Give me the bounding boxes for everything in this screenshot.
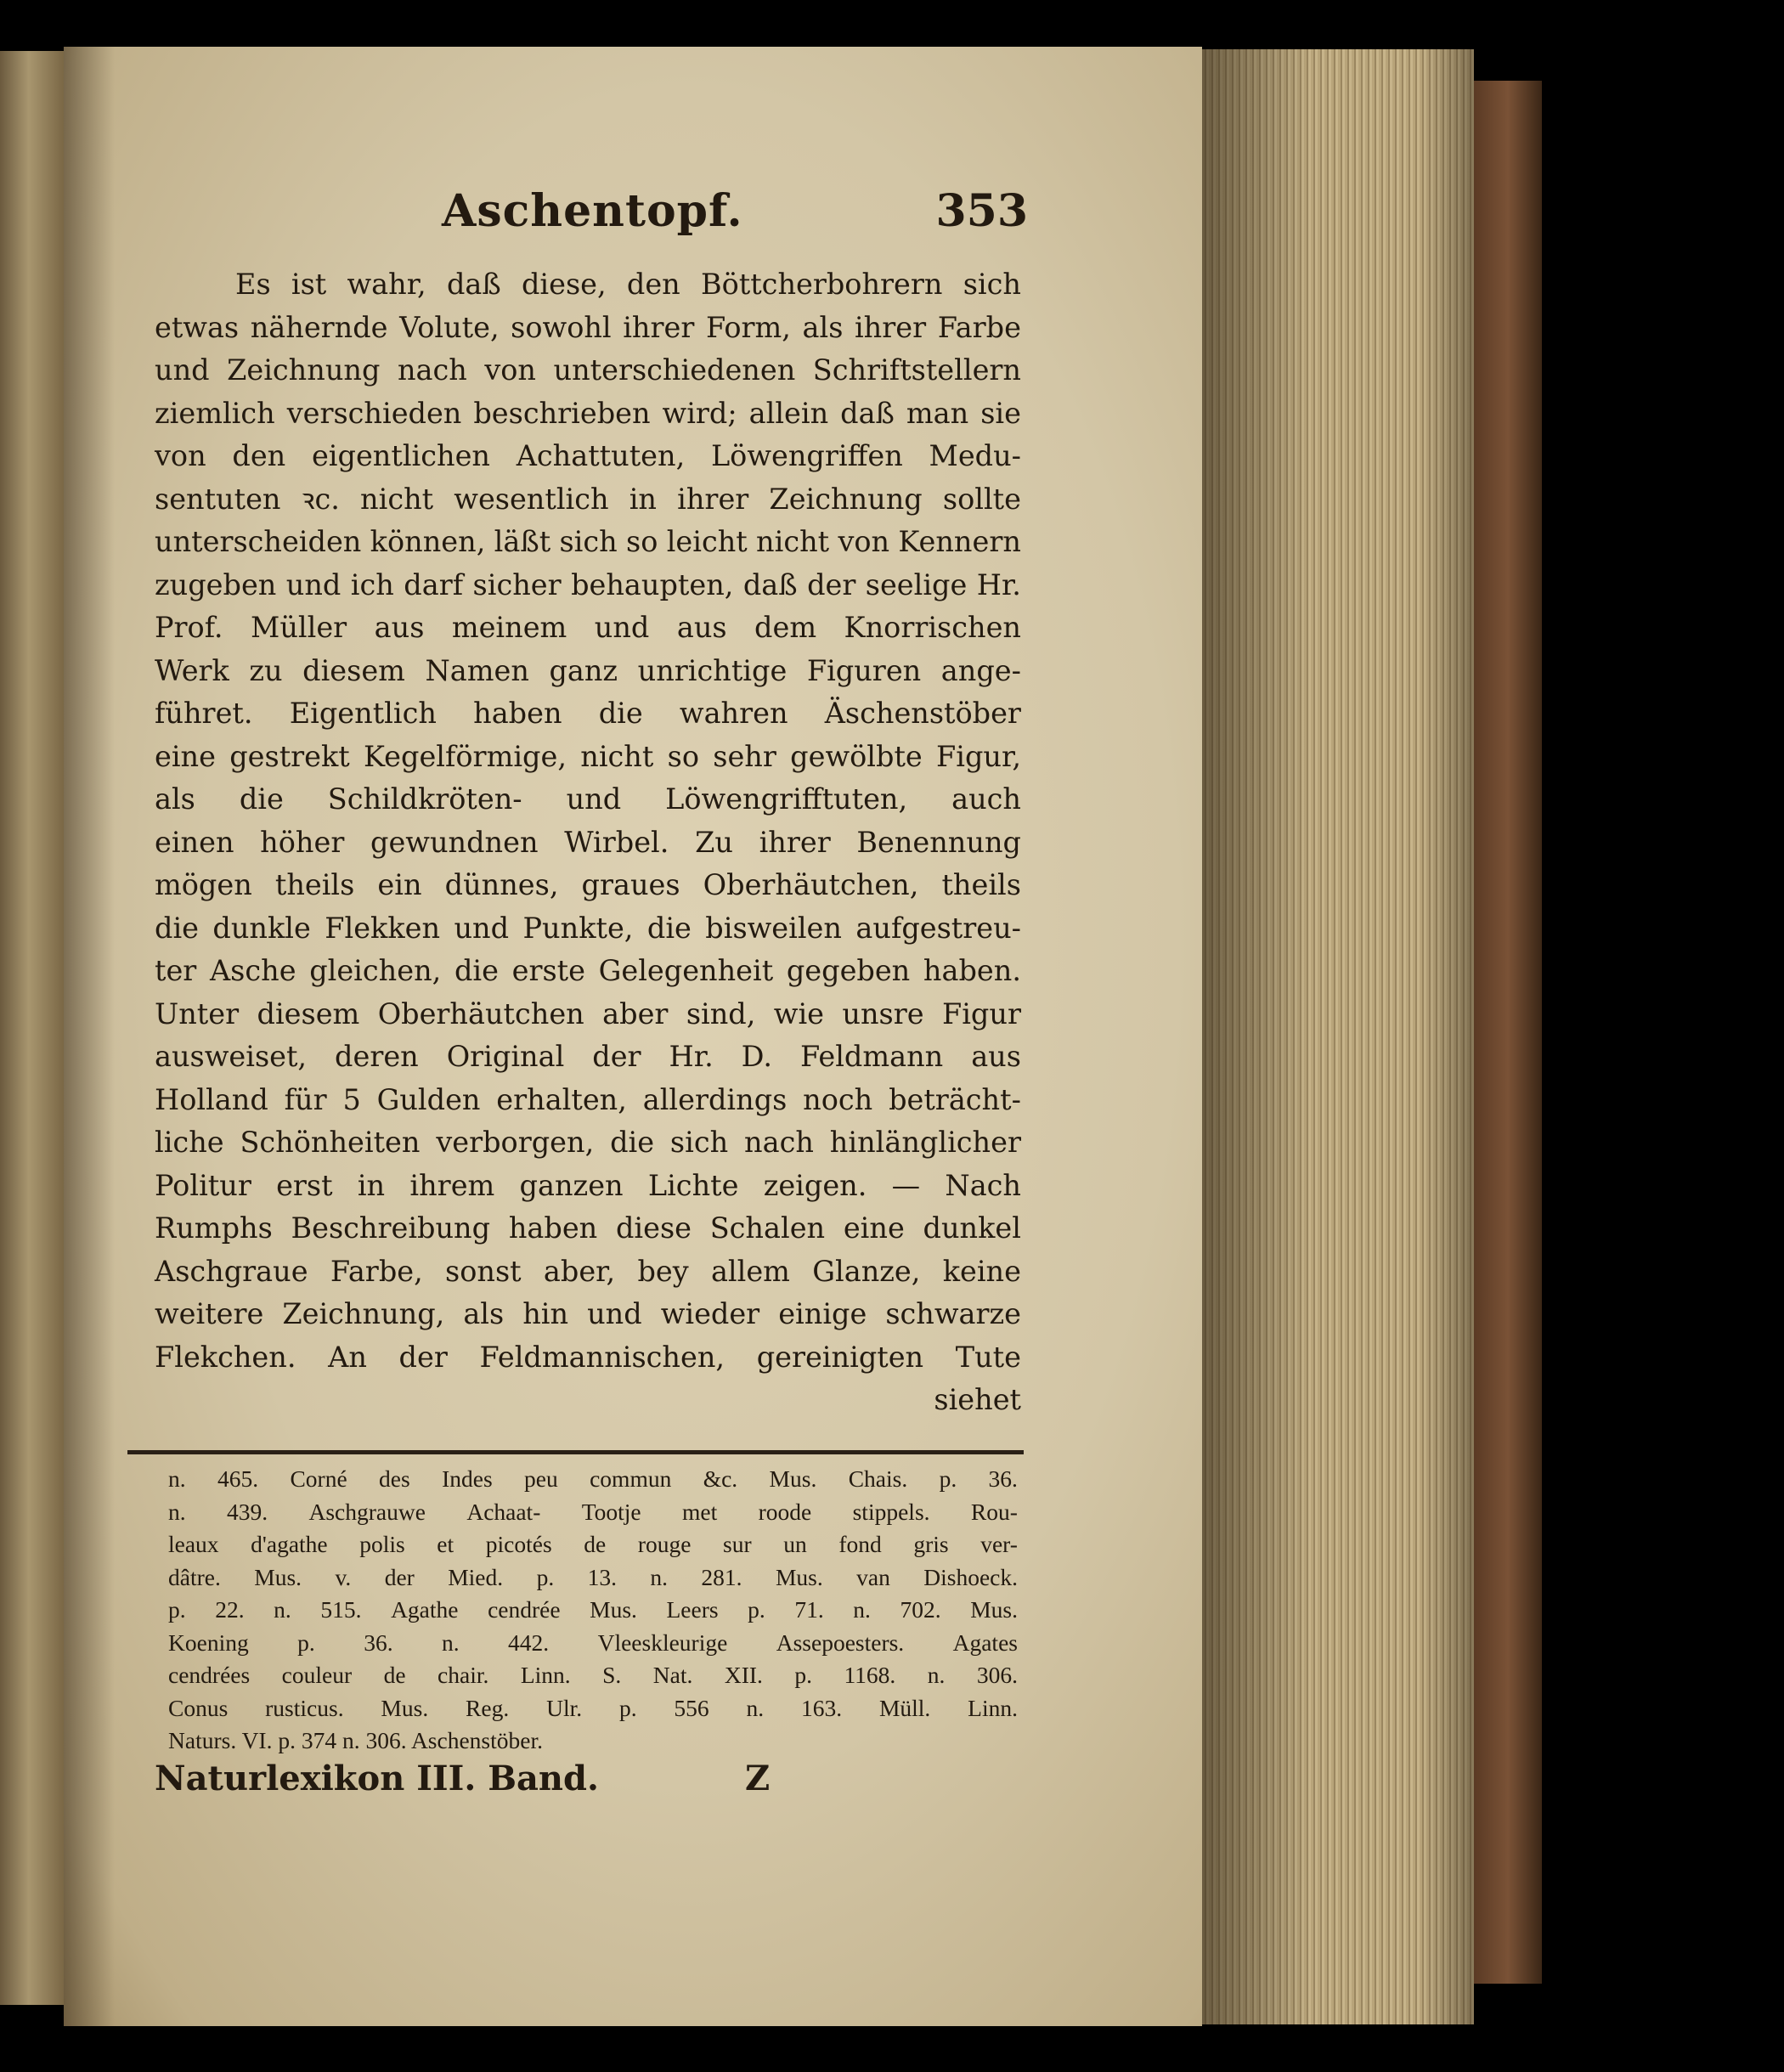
text-line: unterscheiden können, läßt sich so leicht nicht von Kennern [155, 525, 1021, 558]
footnote-line: Koening p. 36. n. 442. Vleeskleurige Assepoesters. Agates [168, 1629, 1018, 1656]
text-line: ter Asche gleichen, die erste Gelegenheit gegeben haben. [155, 954, 1021, 987]
text-line: weitere Zeichnung, als hin und wieder einige schwarze [155, 1297, 1021, 1330]
text-line: einen höher gewundnen Wirbel. Zu ihrer Benennung [155, 825, 1021, 859]
text-line: liche Schönheiten verborgen, die sich nach hinlänglicher [155, 1126, 1021, 1159]
signature-mark: Z [745, 1759, 771, 1798]
text-line: ziemlich verschieden beschrieben wird; allein daß man sie [155, 396, 1021, 430]
footnotes [168, 1463, 1018, 1758]
footnote-line: Conus rusticus. Mus. Reg. Ulr. p. 556 n. 163. Müll. Linn. [168, 1694, 1018, 1721]
text-line: zugeben und ich darf sicher behaupten, daß der seelige Hr. [155, 567, 1021, 601]
facing-page-edge [0, 51, 64, 2005]
text-line: sentuten ꝛc. nicht wesentlich in ihrer Zeichnung sollte [155, 482, 1021, 516]
text-line: mögen theils ein dünnes, graues Oberhäutchen, theils [155, 868, 1021, 901]
page-number: 353 [935, 185, 1028, 237]
footnote-line: cendrées couleur de chair. Linn. S. Nat. XII. p. 1168. n. 306. [168, 1662, 1018, 1688]
text-line: von den eigentlichen Achattuten, Löwengriffen Medu- [155, 439, 1021, 472]
text-line: Werk zu diesem Namen ganz unrichtige Figuren ange- [155, 653, 1021, 687]
footnote-line: n. 439. Aschgrauwe Achaat- Tootje met roode stippels. Rou- [168, 1498, 1018, 1525]
text-line: ausweiset, deren Original der Hr. D. Feldmann aus [155, 1040, 1021, 1073]
text-line: Unter diesem Oberhäutchen aber sind, wie unsre Figur [155, 996, 1021, 1030]
signature-title: Naturlexikon III. Band. [155, 1759, 599, 1798]
page-block-shading [1202, 49, 1474, 2024]
text-line: Prof. Müller aus meinem und aus dem Knorrischen [155, 611, 1021, 644]
text-line: Flekchen. An der Feldmannischen, gereinigten Tute [155, 1340, 1021, 1374]
text-line: Rumphs Beschreibung haben diese Schalen eine dunkel [155, 1211, 1021, 1245]
text-line: führet. Eigentlich haben die wahren Äschenstöber [155, 697, 1021, 730]
text-line: Es ist wahr, daß diese, den Böttcherbohrern sich [235, 268, 1021, 301]
page-footer [155, 1759, 771, 1809]
page-header [408, 185, 1028, 245]
page-gutter-shadow [64, 47, 115, 2026]
text-line: eine gestrekt Kegelförmige, nicht so sehr gewölbte Figur, [155, 739, 1021, 773]
running-title: Aschentopf. [442, 185, 743, 237]
text-line: die dunkle Flekken und Punkte, die bisweilen aufgestreu- [155, 911, 1021, 945]
footnote-line: n. 465. Corné des Indes peu commun &c. Mus. Chais. p. 36. [168, 1465, 1018, 1492]
footnote-line: leaux d'agathe polis et picotés de rouge sur un fond gris ver- [168, 1531, 1018, 1557]
footnote-line: Naturs. VI. p. 374 n. 306. Aschenstöber. [168, 1727, 543, 1753]
footnote-line: p. 22. n. 515. Agathe cendrée Mus. Leers p. 71. n. 702. Mus. [168, 1596, 1018, 1623]
text-line: Aschgraue Farbe, sonst aber, bey allem Glanze, keine [155, 1254, 1021, 1288]
book-cover-edge [1474, 81, 1542, 1984]
body-text [155, 263, 1021, 1422]
text-line: Holland für 5 Gulden erhalten, allerdings noch beträcht- [155, 1082, 1021, 1116]
catchword: siehet [934, 1383, 1021, 1416]
footnote-rule [127, 1450, 1024, 1454]
footnote-line: dâtre. Mus. v. der Mied. p. 13. n. 281. Mus. van Dishoeck. [168, 1563, 1018, 1590]
text-line: Politur erst in ihrem ganzen Lichte zeigen. — Nach [155, 1168, 1021, 1202]
text-line: etwas nähernde Volute, sowohl ihrer Form, als ihrer Farbe [155, 310, 1021, 344]
text-line: als die Schildkröten- und Löwengrifftuten, auch [155, 782, 1021, 816]
text-line: und Zeichnung nach von unterschiedenen Schriftstellern [155, 353, 1021, 387]
